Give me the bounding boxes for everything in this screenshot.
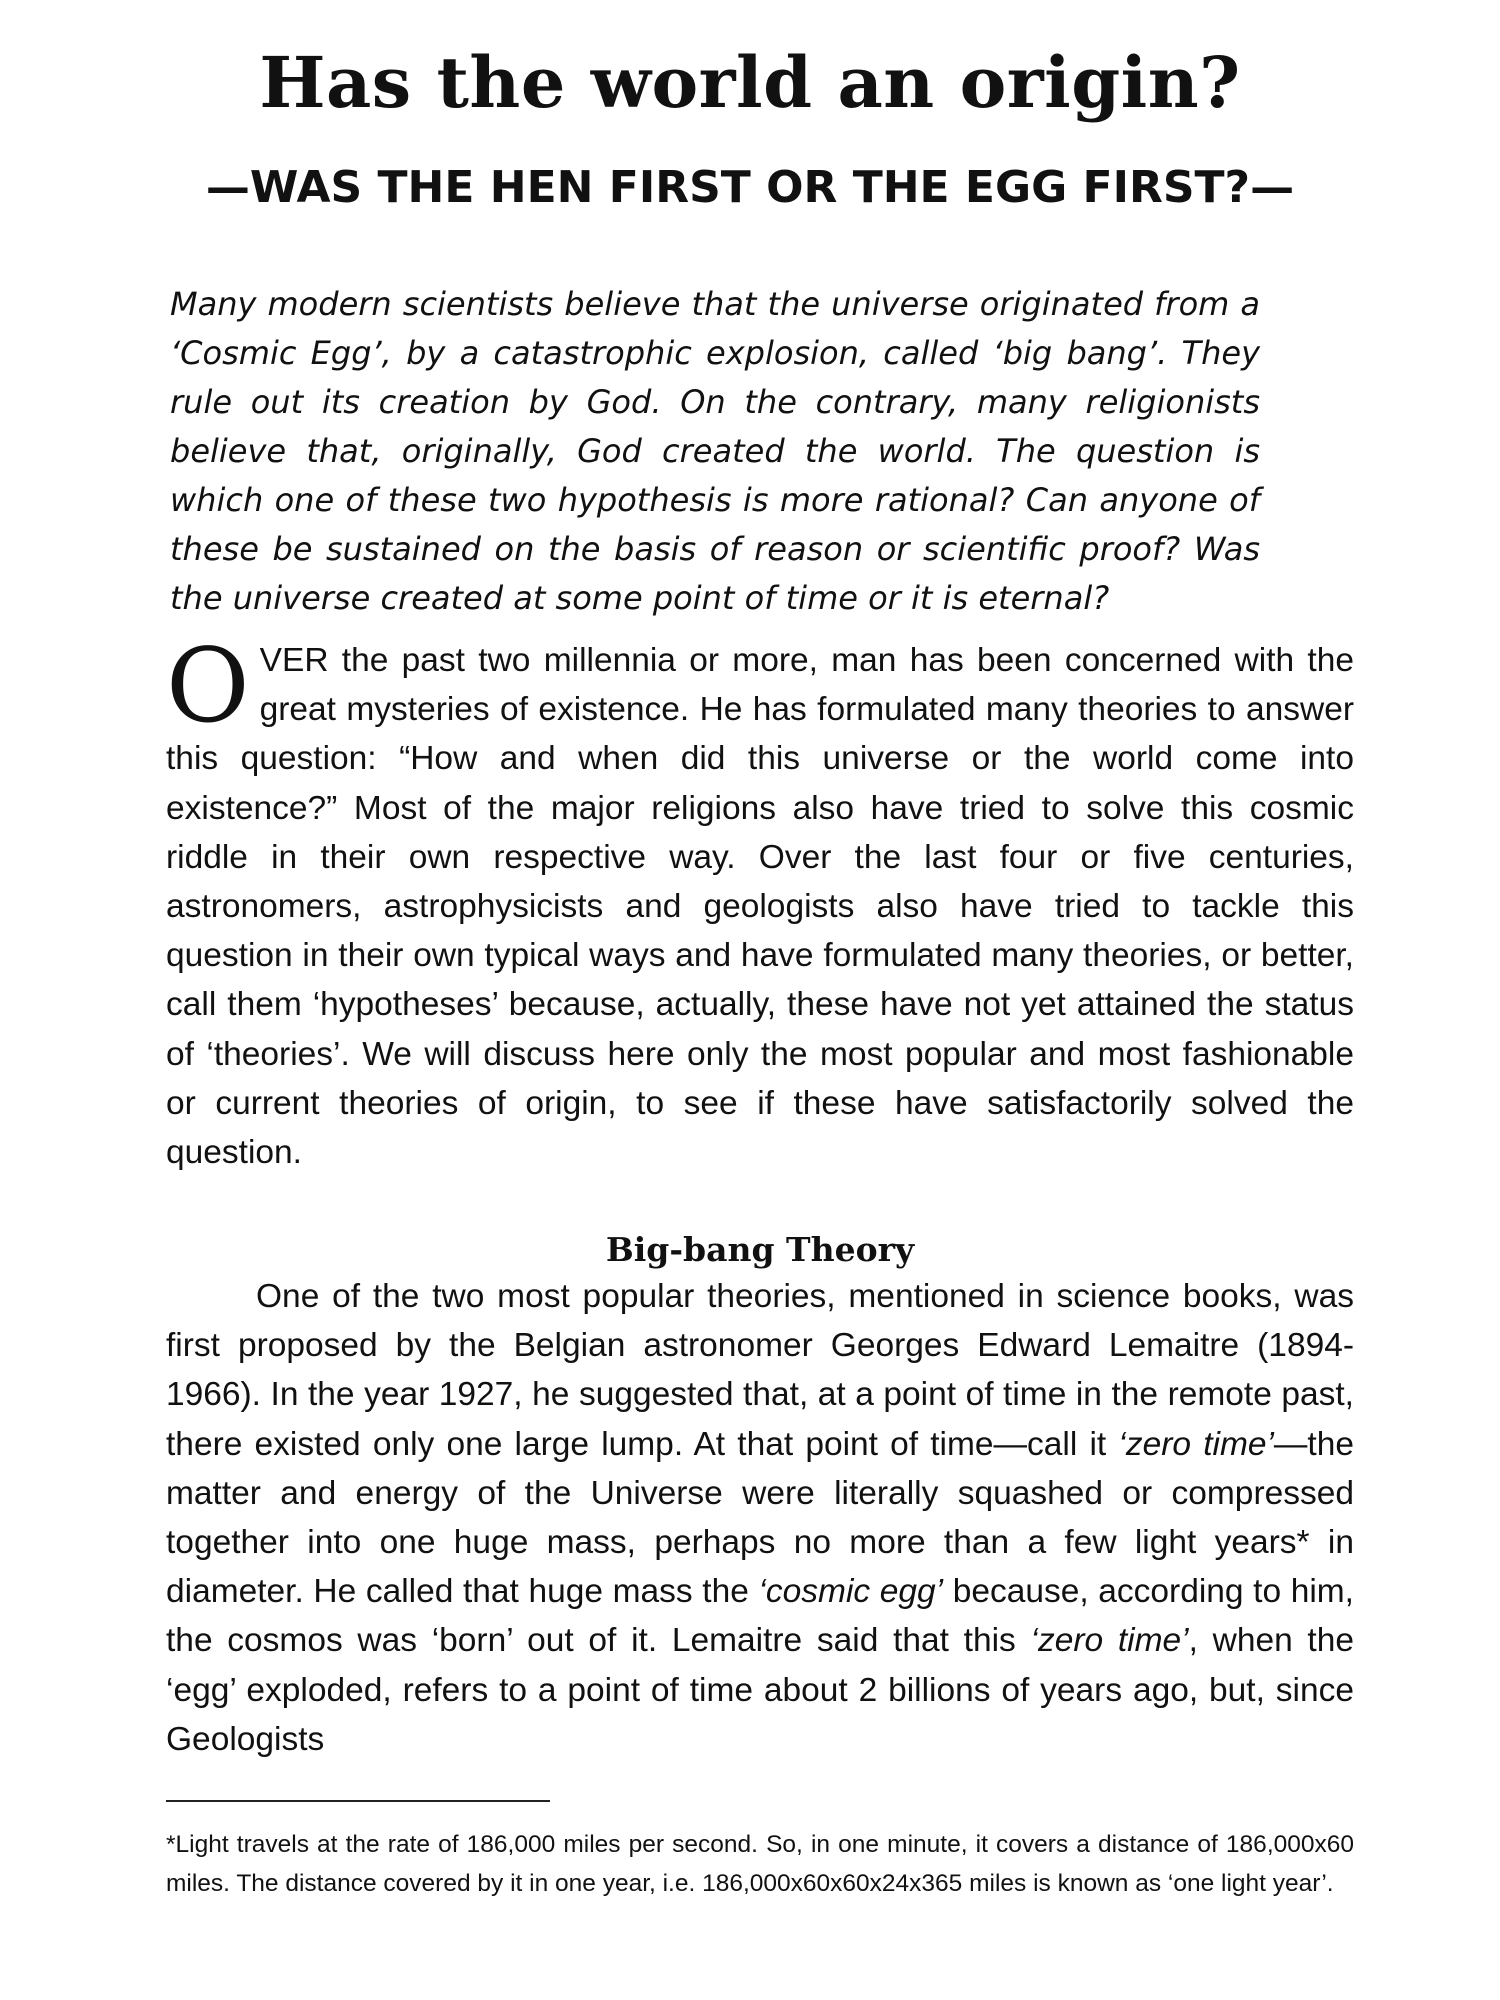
page-title: Has the world an origin? xyxy=(259,41,1241,124)
footnote: *Light travels at the rate of 186,000 miles per second. So, in one minute, it covers a distance of 186,000x60 miles. The distance covered by it in one year, i.e. 186,000x60x60x24x365 miles is known as ‘one light year’. xyxy=(166,1831,1354,1897)
drop-cap: O xyxy=(166,627,250,746)
paragraph-text-segment: One of the two most popular theories, mentioned in science books, was first proposed by the Belgian astronomer Georges Edward Lemaitre (1894-1966). In the year 1927, he suggested that, at a point of time in the remote past, there existed only one large lump. At that point of time—call it xyxy=(166,1278,1354,1463)
emphasis-cosmic-egg: ‘cosmic egg’ xyxy=(758,1573,944,1611)
paragraph-text-segment: —the matter and energy of the Universe were literally squashed or compressed together into one huge mass, perhaps no more than a few light years* in diameter. He called that huge mass the xyxy=(166,1425,1354,1611)
emphasis-zero-time: ‘zero time’ xyxy=(1030,1622,1189,1660)
paragraph-text-segment: , when the ‘egg’ exploded, refers to a point of time about 2 billions of years ago, but, since Geologists xyxy=(166,1622,1354,1758)
intro-paragraph: Many modern scientists believe that the universe originated from a ‘Cosmic Egg’, by a catastrophic explosion, called ‘big bang’. They rule out its creation by God. On the contrary, many religionists believe that, originally, God created the world. The question is which one of these two hypothesis is more rational? Can anyone of these be sustained on the basis of reason or scientific proof? Was the universe created at some point of time or it is eternal? xyxy=(170,285,1260,617)
footnote-divider xyxy=(166,1800,550,1802)
emphasis-zero-time: ‘zero time’ xyxy=(1118,1425,1274,1463)
page-subtitle: —WAS THE HEN FIRST OR THE EGG FIRST?— xyxy=(205,162,1295,213)
opening-paragraph-text: VER the past two millennia or more, man has been concerned with the great mysteries of existence. He has formulated many theories to answer this question: “How and when did this universe or the world come into existence?” Most of the major religions also have tried to solve this cosmic riddle in their own respective way. Over the last four or five centuries, astronomers, astrophysicists and geologists also have tried to tackle this question in their own typical ways and have formulated many theories, or better, call them ‘hypotheses’ because, actually, these have not yet attained the status of ‘theories’. We will discuss here only the most popular and most fashionable or current theories of origin, to see if these have satisfactorily solved the question. xyxy=(166,642,1354,1172)
paragraph-text-segment: because, according to him, the cosmos was ‘born’ out of it. Lemaitre said that this xyxy=(166,1573,1354,1660)
big-bang-paragraph xyxy=(166,1272,1354,1764)
section-heading: Big-bang Theory xyxy=(605,1230,915,1269)
opening-paragraph xyxy=(166,627,1354,1177)
